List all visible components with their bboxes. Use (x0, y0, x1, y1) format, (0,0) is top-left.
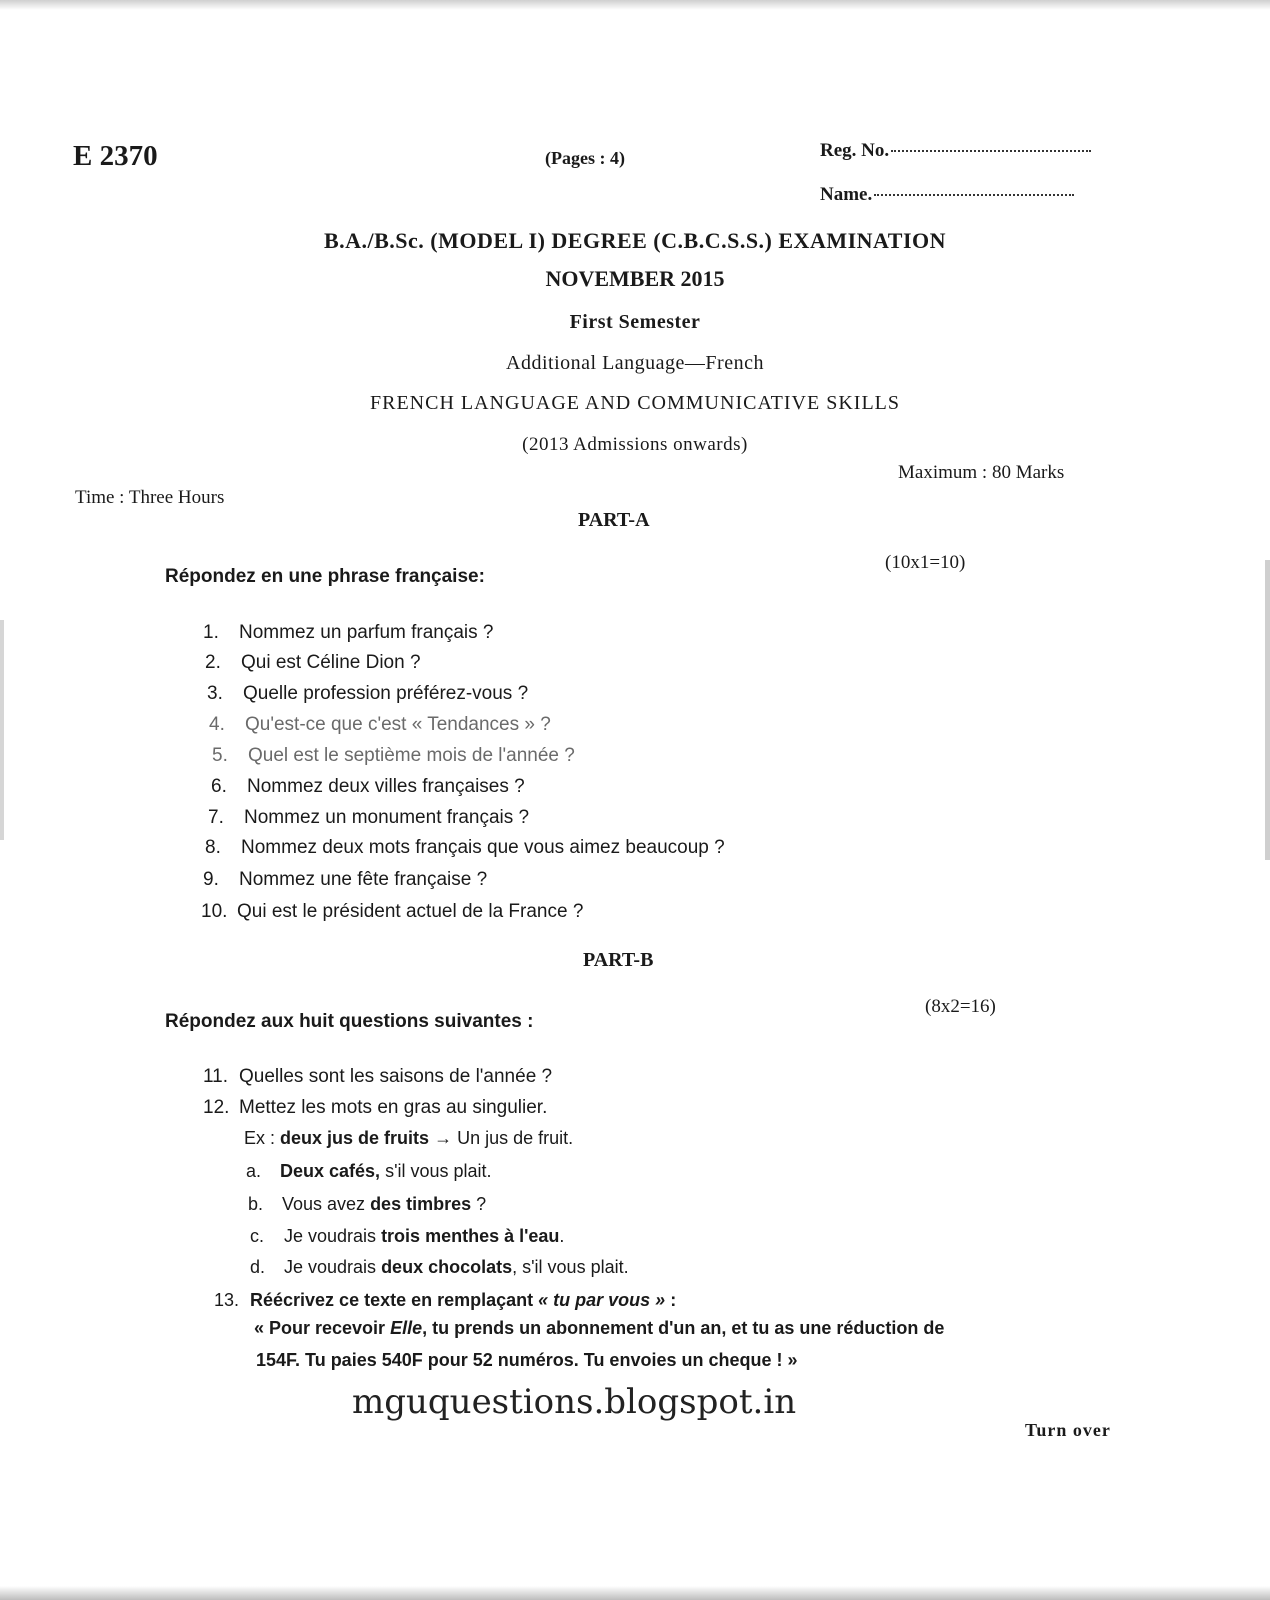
question-9 (203, 869, 487, 891)
part-b-heading: PART-B (583, 949, 654, 971)
admissions: (2013 Admissions onwards) (522, 434, 748, 455)
question-13 (214, 1290, 676, 1311)
sub-item-letter: b. (248, 1194, 264, 1214)
question-8 (205, 837, 725, 859)
part-a-heading: PART-A (578, 509, 650, 531)
reg-no-field (820, 140, 1091, 162)
question-number: 9. (203, 869, 219, 890)
question-12 (203, 1097, 547, 1119)
sub-item-pre: Je voudrais (284, 1257, 382, 1277)
sub-item-pre: Vous avez (282, 1194, 371, 1214)
sub-item-a (246, 1161, 492, 1182)
example-answer: Un jus de fruit. (457, 1128, 574, 1148)
maximum-marks: Maximum : 80 Marks (898, 462, 1065, 483)
question-number: 1. (203, 622, 219, 643)
watermark: mguquestions.blogspot.in (352, 1382, 797, 1422)
time-allowed: Time : Three Hours (75, 487, 225, 508)
sub-item-post: s'il vous plait. (380, 1161, 492, 1181)
example-prefix: Ex : (244, 1128, 276, 1148)
question-text: Nommez deux villes françaises ? (247, 776, 525, 797)
question-number: 6. (211, 776, 227, 797)
sub-item-bold: trois menthes à l'eau (381, 1226, 560, 1246)
arrow-icon: → (434, 1128, 453, 1148)
question-number: 3. (207, 683, 223, 704)
question-text: Nommez deux mots français que vous aimez beaucoup ? (241, 837, 725, 858)
sub-item-bold: deux chocolats (381, 1257, 513, 1277)
sub-item-letter: d. (250, 1257, 266, 1277)
reg-no-dots (891, 150, 1091, 152)
question-text: Réécrivez ce texte en remplaçant (250, 1290, 539, 1310)
question-number: 8. (205, 837, 221, 858)
question-5 (212, 745, 575, 767)
scan-edge-left (0, 620, 4, 840)
reg-no-label: Reg. No. (820, 140, 890, 161)
question-number: 13. (214, 1290, 240, 1310)
exam-title: B.A./B.Sc. (MODEL I) DEGREE (C.B.C.S.S.) EXAMINATION (323, 228, 947, 253)
question-6 (211, 776, 525, 798)
paper-code: E 2370 (73, 140, 158, 172)
part-b-marks: (8x2=16) (925, 996, 996, 1017)
question-11 (203, 1066, 552, 1088)
question-2 (205, 652, 421, 674)
question-text: Qu'est-ce que c'est « Tendances » ? (245, 714, 551, 735)
question-text: Nommez un parfum français ? (239, 622, 494, 643)
question-3 (207, 683, 528, 705)
sub-item-bold: Deux cafés, (280, 1161, 381, 1181)
sub-item-d (250, 1257, 629, 1278)
q13-quote-line-1 (254, 1318, 944, 1339)
question-4 (209, 714, 551, 736)
question-text: Quel est le septième mois de l'année ? (248, 745, 575, 766)
subject: Additional Language—French (506, 352, 764, 374)
question-1 (203, 622, 494, 644)
question-number: 4. (209, 714, 225, 735)
question-text: Qui est Céline Dion ? (241, 652, 421, 673)
question-text: Quelle profession préférez-vous ? (243, 683, 529, 704)
question-text: Qui est le président actuel de la France ? (237, 901, 584, 922)
q13-quote-line-2: 154F. Tu paies 540F pour 52 numéros. Tu envoies un cheque ! » (256, 1350, 798, 1370)
question-7 (208, 807, 529, 829)
question-number: 7. (208, 807, 224, 828)
quote-magazine: Elle (390, 1318, 423, 1338)
question-number: 5. (212, 745, 228, 766)
turn-over: Turn over (1025, 1420, 1111, 1440)
question-text: Nommez une fête française ? (239, 869, 488, 890)
part-a-instruction: Répondez en une phrase française: (165, 566, 485, 587)
part-b-instruction: Répondez aux huit questions suivantes : (165, 1011, 534, 1032)
quote-rest: , tu prends un abonnement d'un an, et tu as une réduction de (422, 1318, 945, 1338)
question-number: 11. (203, 1066, 229, 1087)
question-text: Quelles sont les saisons de l'année ? (239, 1066, 553, 1087)
part-a-marks: (10x1=10) (885, 552, 966, 573)
sub-item-b (248, 1194, 486, 1215)
example-line (244, 1128, 573, 1149)
scan-edge-bottom (0, 1586, 1270, 1600)
sub-item-post: , s'il vous plait. (512, 1257, 629, 1277)
sub-item-post: ? (471, 1194, 487, 1214)
sub-item-bold: des timbres (370, 1194, 472, 1214)
sub-item-post: . (559, 1226, 565, 1246)
question-text-emphasis: « tu par vous » (538, 1290, 666, 1310)
name-field (820, 184, 1074, 206)
page-count: (Pages : 4) (545, 148, 625, 168)
question-number: 2. (205, 652, 221, 673)
question-number: 10. (201, 901, 228, 922)
quote-open: « Pour recevoir (254, 1318, 391, 1338)
question-text: Nommez un monument français ? (244, 807, 530, 828)
course-title: FRENCH LANGUAGE AND COMMUNICATIVE SKILLS (369, 392, 900, 414)
name-dots (874, 194, 1074, 196)
sub-item-letter: a. (246, 1161, 262, 1181)
sub-item-c (250, 1226, 564, 1247)
question-text-end: : (665, 1290, 677, 1310)
scan-edge-top (0, 0, 1270, 10)
example-bold: deux jus de fruits (280, 1128, 430, 1148)
semester: First Semester (569, 311, 701, 333)
question-text: Mettez les mots en gras au singulier. (239, 1097, 548, 1118)
sub-item-letter: c. (250, 1226, 265, 1246)
name-label: Name. (820, 184, 873, 205)
scan-edge-right (1265, 560, 1270, 860)
exam-session: NOVEMBER 2015 (545, 266, 725, 291)
question-number: 12. (203, 1097, 230, 1118)
sub-item-pre: Je voudrais (284, 1226, 382, 1246)
question-10 (201, 901, 583, 923)
